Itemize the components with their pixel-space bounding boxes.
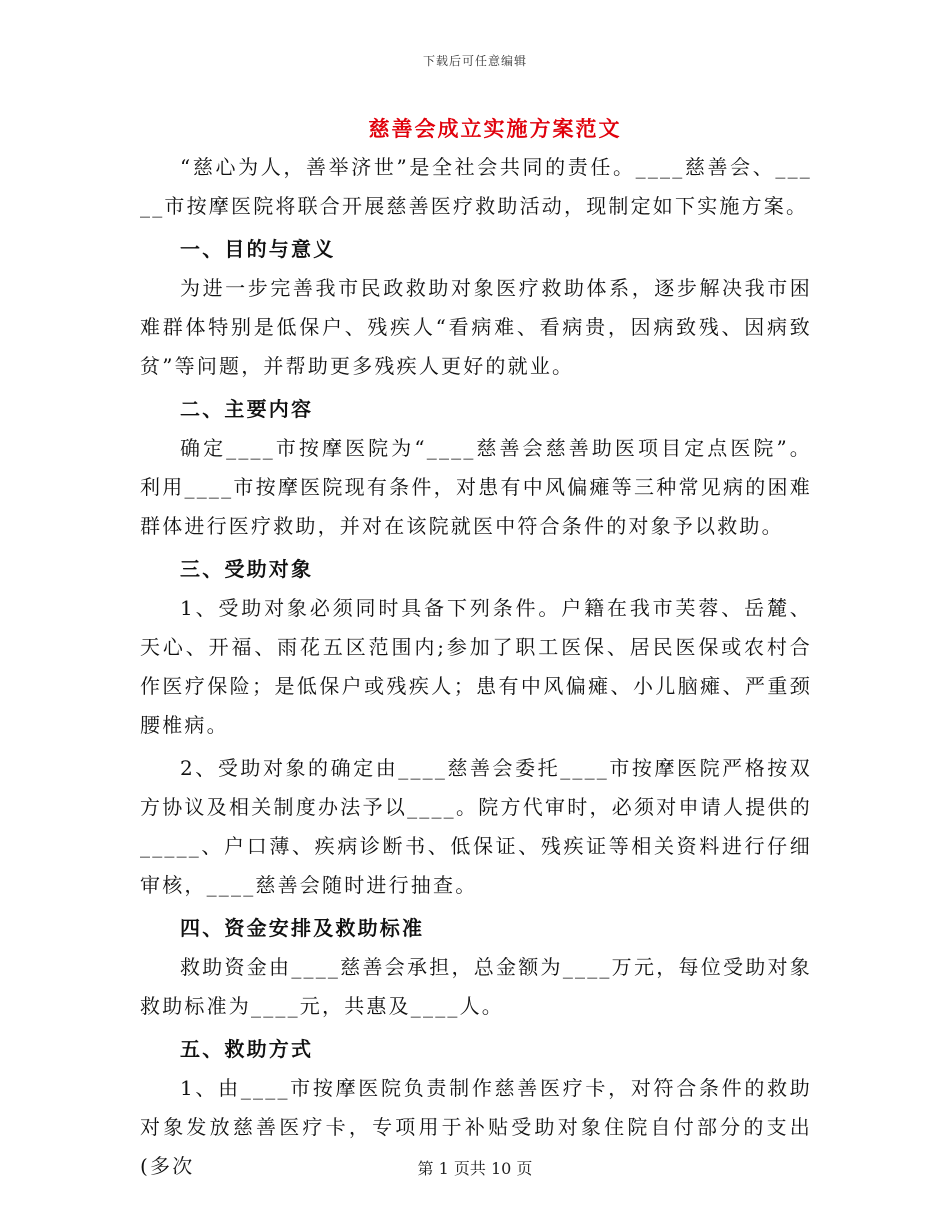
- section-3-paragraph-1: 1、受助对象必须同时具备下列条件。户籍在我市芙蓉、岳麓、天心、开福、雨花五区范围内;参加了职工医保、居民医保或农村合作医疗保险；是低保户或残疾人；患有中风偏瘫、小儿脑瘫、严重颈腰椎病。: [140, 596, 812, 737]
- section-1-heading: 一、目的与意义: [180, 237, 336, 261]
- section-5-heading: 五、救助方式: [180, 1037, 314, 1061]
- section-5-paragraph-1: 1、由____市按摩医院负责制作慈善医疗卡，对符合条件的救助对象发放慈善医疗卡，专项用于补贴受助对象住院自付部分的支出(多次: [140, 1076, 812, 1178]
- page-header-note: 下载后可任意编辑: [422, 54, 527, 68]
- section-3-paragraph-2: 2、受助对象的确定由____慈善会委托____市按摩医院严格按双方协议及相关制度办法予以____。院方代审时，必须对申请人提供的_____、户口薄、疾病诊断书、低保证、残疾证等相关资料进行仔细审核，____慈善会随时进行抽查。: [140, 756, 812, 897]
- section-1-paragraph: 为进一步完善我市民政救助对象医疗救助体系，逐步解决我市困难群体特别是低保户、残疾人“看病难、看病贵，因病致残、因病致贫”等问题，并帮助更多残疾人更好的就业。: [140, 276, 812, 378]
- section-4-heading: 四、资金安排及救助标准: [180, 916, 425, 940]
- page-number-footer: 第 1 页共 10 页: [417, 1159, 533, 1178]
- section-2-heading: 二、主要内容: [180, 397, 314, 421]
- document-body: [140, 148, 812, 1186]
- intro-paragraph: “慈心为人，善举济世”是全社会共同的责任。____慈善会、_____市按摩医院将联合开展慈善医疗救助活动，现制定如下实施方案。: [140, 155, 812, 218]
- section-2-paragraph: 确定____市按摩医院为“____慈善会慈善助医项目定点医院”。利用____市按摩医院现有条件，对患有中风偏瘫等三种常见病的困难群体进行医疗救助，并对在该院就医中符合条件的对象予以救助。: [140, 436, 812, 538]
- document-title: 慈善会成立实施方案范文: [368, 117, 622, 141]
- section-4-paragraph: 救助资金由____慈善会承担，总金额为____万元，每位受助对象救助标准为____元，共惠及____人。: [140, 955, 812, 1018]
- section-3-heading: 三、受助对象: [180, 557, 314, 581]
